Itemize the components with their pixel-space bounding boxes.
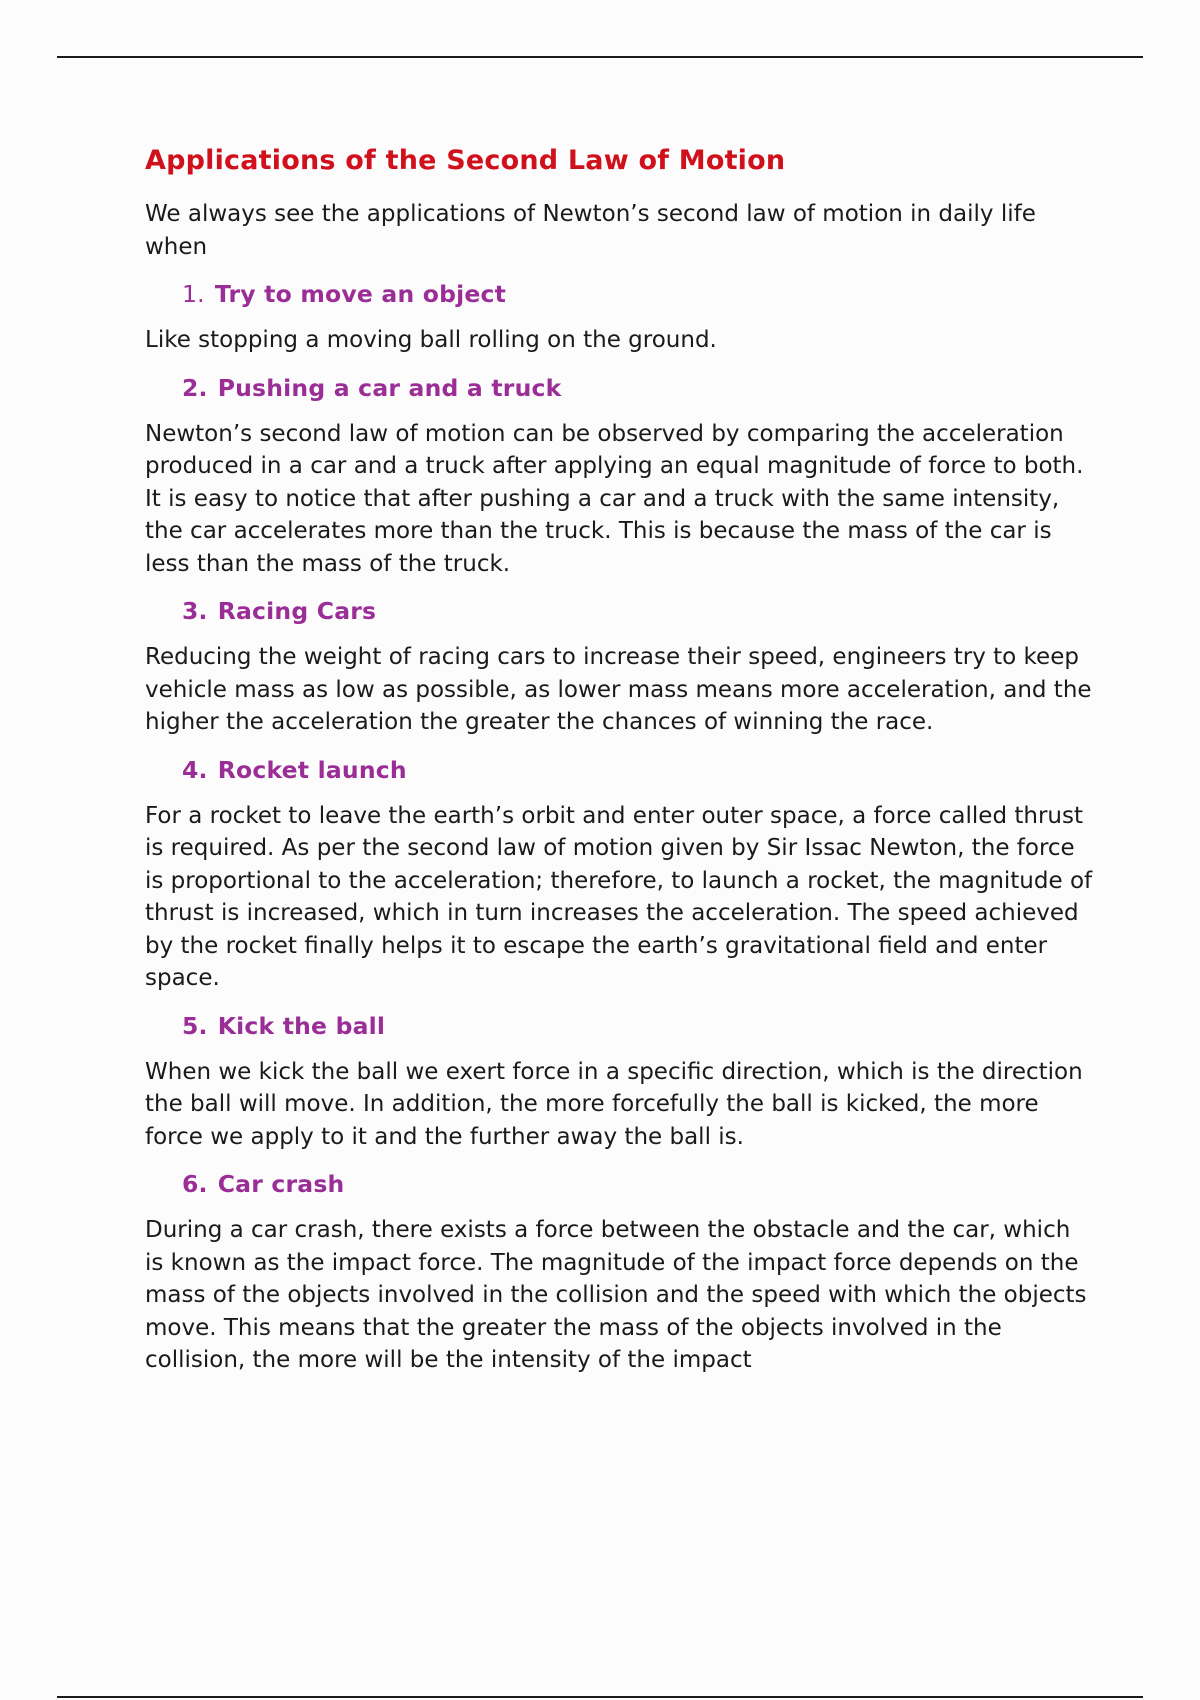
- section-paragraph-4: For a rocket to leave the earth’s orbit and enter outer space, a force called thrust is required. As per the second law of motion given by Sir Issac Newton, the force is proportional to the acceleration; therefore, to launch a rocket, the magnitude of thrust is increased, which in turn increases the acceleration. The speed achieved by the rocket finally helps it to escape the earth’s gravitational field and enter space.: [145, 802, 1093, 991]
- section-number: 3.: [182, 597, 208, 625]
- section-paragraph-5: When we kick the ball we exert force in a specific direction, which is the direction the ball will move. In addition, the more forcefully the ball is kicked, the more force we apply to it and the further away the ball is.: [145, 1058, 1083, 1150]
- section-heading-text: Racing Cars: [217, 597, 377, 625]
- section-heading-5: [182, 1010, 1095, 1042]
- top-rule: [57, 56, 1143, 58]
- section-number: 4.: [182, 755, 208, 784]
- section-paragraph-1: Like stopping a moving ball rolling on the ground.: [145, 327, 717, 353]
- section-heading-3: [182, 595, 1095, 627]
- section-heading-text: Kick the ball: [217, 1011, 386, 1040]
- section-heading-text: Rocket launch: [217, 755, 407, 784]
- intro-paragraph: We always see the applications of Newton’s second law of motion in daily life when: [145, 201, 1036, 260]
- section-heading-text: Pushing a car and a truck: [217, 373, 562, 402]
- section-number: 6.: [182, 1170, 208, 1198]
- section-heading-text: Try to move an object: [214, 280, 507, 308]
- section-paragraph-6: During a car crash, there exists a force between the obstacle and the car, which is known as the impact force. The magnitude of the impact force depends on the mass of the objects involved in the collision and the speed with which the objects move. This means that the greater the mass of the objects involved in the collision, the more will be the intensity of the impact: [145, 1217, 1087, 1373]
- section-heading-text: Car crash: [217, 1170, 345, 1198]
- bottom-rule: [57, 1696, 1143, 1698]
- section-heading-6: [182, 1168, 1095, 1200]
- section-number: 5.: [182, 1011, 208, 1040]
- section-heading-4: [182, 754, 1095, 786]
- page-title: Applications of the Second Law of Motion: [145, 145, 786, 176]
- section-heading-1: [182, 278, 1095, 310]
- section-heading-2: [182, 372, 1095, 404]
- section-paragraph-2: Newton’s second law of motion can be observed by comparing the acceleration produced in a car and a truck after applying an equal magnitude of force to both. It is easy to notice that after pushing a car and a truck with the same intensity, the car accelerates more than the truck. This is because the mass of the car is less than the mass of the truck.: [145, 420, 1084, 577]
- section-paragraph-3: Reducing the weight of racing cars to increase their speed, engineers try to keep vehicle mass as low as possible, as lower mass means more acceleration, and the higher the acceleration the greater the chances of winning the race.: [145, 644, 1092, 735]
- section-number: 2.: [182, 373, 208, 402]
- document-body: [145, 140, 1095, 1392]
- section-number: 1.: [182, 280, 205, 308]
